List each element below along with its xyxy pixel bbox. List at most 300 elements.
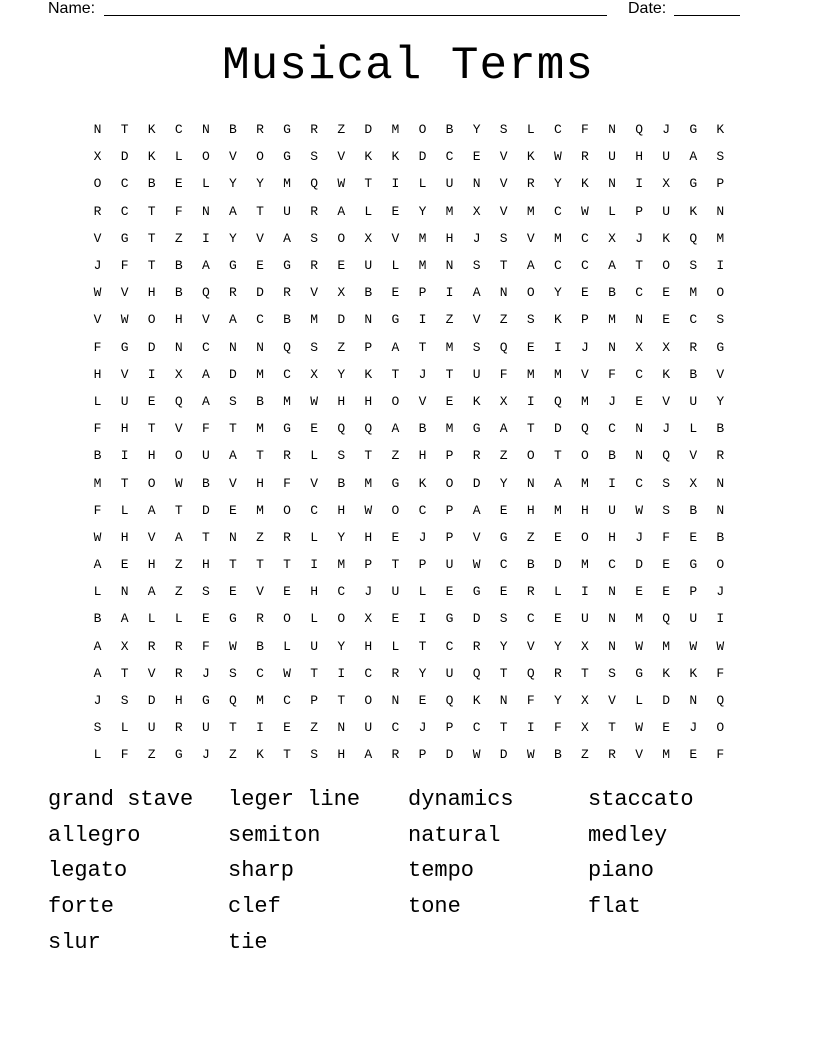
word-item: clef: [228, 894, 281, 920]
grid-letter: Y: [553, 176, 562, 192]
grid-letter: L: [391, 638, 400, 654]
grid-letter: A: [147, 584, 156, 600]
grid-letter: M: [256, 421, 264, 437]
grid-letter: N: [608, 611, 616, 627]
grid-letter: O: [147, 312, 156, 328]
grid-letter: X: [635, 339, 643, 355]
grid-letter: Z: [310, 720, 319, 736]
grid-letter: V: [147, 665, 156, 681]
grid-letter: M: [581, 475, 589, 491]
grid-letter: S: [472, 339, 481, 355]
grid-letter: L: [93, 584, 102, 600]
grid-letter: D: [364, 122, 373, 138]
grid-row: [84, 442, 734, 469]
grid-letter: E: [391, 529, 400, 545]
grid-letter: Y: [418, 665, 427, 681]
grid-letter: U: [662, 149, 671, 165]
grid-letter: W: [689, 638, 698, 654]
grid-letter: J: [689, 720, 698, 736]
grid-letter: T: [445, 366, 454, 382]
grid-letter: Q: [310, 176, 319, 192]
grid-letter: M: [391, 122, 400, 138]
grid-letter: A: [93, 665, 102, 681]
grid-letter: D: [120, 149, 129, 165]
word-item: dynamics: [408, 787, 514, 813]
grid-letter: K: [147, 122, 156, 138]
grid-letter: U: [445, 557, 454, 573]
grid-letter: H: [120, 529, 129, 545]
grid-letter: T: [418, 339, 427, 355]
grid-letter: Q: [337, 421, 346, 437]
grid-letter: F: [283, 475, 291, 491]
grid-letter: R: [526, 176, 535, 192]
grid-letter: C: [526, 611, 535, 627]
grid-letter: S: [499, 230, 508, 246]
grid-letter: L: [310, 529, 319, 545]
grid-row: [84, 714, 734, 741]
grid-letter: J: [418, 529, 427, 545]
grid-row: [84, 415, 734, 442]
grid-letter: Z: [391, 448, 400, 464]
grid-letter: B: [93, 448, 102, 464]
grid-letter: E: [581, 285, 589, 301]
header: [0, 0, 816, 20]
grid-letter: V: [526, 638, 535, 654]
grid-letter: X: [689, 475, 698, 491]
grid-letter: F: [93, 339, 102, 355]
grid-letter: K: [472, 393, 481, 409]
grid-letter: T: [256, 203, 264, 219]
grid-letter: E: [391, 611, 400, 627]
grid-letter: Y: [716, 393, 725, 409]
grid-letter: L: [120, 502, 129, 518]
grid-letter: I: [635, 176, 643, 192]
word-bank: [48, 782, 768, 960]
grid-letter: Y: [337, 366, 346, 382]
grid-letter: E: [310, 421, 319, 437]
grid-letter: P: [716, 176, 725, 192]
grid-letter: N: [391, 693, 400, 709]
grid-letter: T: [120, 665, 129, 681]
word-item: staccato: [588, 787, 694, 813]
grid-letter: M: [445, 339, 454, 355]
grid-letter: T: [256, 448, 264, 464]
word-row: [48, 853, 768, 889]
grid-letter: O: [283, 502, 291, 518]
grid-letter: O: [337, 611, 346, 627]
grid-letter: C: [283, 693, 291, 709]
grid-letter: G: [120, 339, 129, 355]
grid-letter: S: [120, 693, 129, 709]
grid-letter: T: [635, 258, 643, 274]
grid-row: [84, 198, 734, 225]
grid-letter: C: [581, 258, 589, 274]
grid-row: [84, 524, 734, 551]
grid-letter: R: [526, 584, 535, 600]
date-blank: [674, 15, 740, 16]
grid-letter: P: [445, 720, 454, 736]
grid-letter: C: [201, 339, 210, 355]
grid-letter: Y: [553, 638, 562, 654]
grid-letter: G: [283, 421, 291, 437]
grid-letter: N: [337, 720, 346, 736]
grid-letter: H: [364, 393, 373, 409]
grid-letter: T: [120, 475, 129, 491]
grid-letter: D: [553, 421, 562, 437]
grid-row: [84, 225, 734, 252]
grid-letter: T: [147, 258, 156, 274]
grid-letter: E: [418, 693, 427, 709]
grid-letter: S: [662, 475, 671, 491]
grid-letter: S: [526, 312, 535, 328]
grid-letter: A: [147, 502, 156, 518]
grid-letter: Y: [337, 638, 346, 654]
grid-letter: N: [608, 584, 616, 600]
grid-letter: K: [581, 176, 589, 192]
grid-letter: C: [608, 557, 616, 573]
grid-letter: V: [689, 448, 698, 464]
word-item: tie: [228, 929, 268, 955]
grid-letter: V: [93, 230, 102, 246]
grid-letter: B: [689, 366, 698, 382]
grid-letter: N: [635, 421, 643, 437]
grid-letter: E: [147, 393, 156, 409]
grid-letter: G: [174, 747, 183, 763]
grid-letter: H: [337, 393, 346, 409]
grid-letter: T: [418, 638, 427, 654]
grid-letter: O: [418, 122, 427, 138]
grid-letter: A: [472, 285, 481, 301]
grid-letter: V: [256, 584, 264, 600]
grid-letter: G: [716, 339, 725, 355]
grid-letter: M: [256, 502, 264, 518]
grid-row: [84, 143, 734, 170]
grid-letter: H: [608, 529, 616, 545]
grid-letter: B: [256, 393, 264, 409]
grid-letter: Y: [553, 285, 562, 301]
grid-letter: T: [337, 693, 346, 709]
grid-letter: R: [391, 747, 400, 763]
grid-letter: T: [120, 122, 129, 138]
grid-letter: N: [716, 203, 725, 219]
grid-letter: B: [256, 638, 264, 654]
grid-letter: A: [337, 203, 346, 219]
grid-letter: X: [120, 638, 129, 654]
grid-letter: G: [391, 312, 400, 328]
grid-letter: K: [716, 122, 725, 138]
grid-letter: U: [689, 393, 698, 409]
grid-letter: C: [635, 285, 643, 301]
grid-letter: A: [608, 258, 616, 274]
grid-letter: O: [391, 393, 400, 409]
grid-letter: R: [174, 638, 183, 654]
grid-letter: E: [662, 285, 671, 301]
grid-letter: S: [689, 258, 698, 274]
grid-row: [84, 469, 734, 496]
grid-letter: M: [283, 176, 291, 192]
grid-letter: N: [445, 258, 454, 274]
grid-letter: G: [689, 176, 698, 192]
grid-letter: W: [635, 720, 643, 736]
grid-letter: B: [201, 475, 210, 491]
grid-letter: G: [283, 122, 291, 138]
grid-letter: A: [93, 638, 102, 654]
grid-letter: N: [689, 693, 698, 709]
grid-row: [84, 633, 734, 660]
grid-letter: D: [662, 693, 671, 709]
grid-letter: R: [608, 747, 616, 763]
grid-letter: F: [662, 529, 671, 545]
grid-letter: C: [635, 366, 643, 382]
grid-letter: R: [310, 258, 319, 274]
grid-letter: E: [391, 203, 400, 219]
grid-letter: F: [716, 747, 725, 763]
grid-letter: C: [120, 176, 129, 192]
grid-letter: J: [635, 230, 643, 246]
grid-letter: V: [337, 149, 346, 165]
grid-letter: I: [310, 557, 319, 573]
grid-letter: N: [499, 285, 508, 301]
grid-letter: N: [174, 339, 183, 355]
grid-letter: F: [499, 366, 508, 382]
grid-letter: Y: [499, 475, 508, 491]
grid-letter: M: [256, 693, 264, 709]
word-row: [48, 782, 768, 818]
grid-letter: E: [445, 393, 454, 409]
grid-letter: I: [391, 176, 400, 192]
grid-letter: E: [391, 285, 400, 301]
grid-letter: P: [581, 312, 589, 328]
grid-letter: B: [445, 122, 454, 138]
grid-letter: C: [283, 366, 291, 382]
grid-letter: K: [147, 149, 156, 165]
grid-letter: K: [256, 747, 264, 763]
grid-letter: K: [553, 312, 562, 328]
grid-row: [84, 578, 734, 605]
grid-letter: L: [635, 693, 643, 709]
grid-letter: F: [93, 421, 102, 437]
grid-letter: O: [256, 149, 264, 165]
grid-letter: Z: [337, 122, 346, 138]
grid-letter: Z: [147, 747, 156, 763]
grid-letter: C: [256, 312, 264, 328]
grid-letter: S: [310, 149, 319, 165]
grid-letter: C: [581, 230, 589, 246]
grid-letter: H: [445, 230, 454, 246]
grid-letter: B: [174, 258, 183, 274]
grid-letter: V: [716, 366, 725, 382]
grid-letter: E: [174, 176, 183, 192]
grid-letter: J: [201, 747, 210, 763]
grid-letter: V: [120, 366, 129, 382]
grid-letter: G: [120, 230, 129, 246]
grid-letter: K: [662, 366, 671, 382]
grid-letter: Y: [418, 203, 427, 219]
grid-letter: Q: [553, 393, 562, 409]
grid-letter: V: [147, 529, 156, 545]
grid-letter: C: [689, 312, 698, 328]
grid-letter: I: [445, 285, 454, 301]
grid-letter: N: [608, 339, 616, 355]
grid-letter: D: [418, 149, 427, 165]
grid-letter: F: [93, 502, 102, 518]
grid-letter: P: [418, 285, 427, 301]
word-item: leger line: [228, 787, 361, 813]
grid-letter: A: [689, 149, 698, 165]
grid-letter: Q: [526, 665, 535, 681]
grid-letter: S: [608, 665, 616, 681]
grid-letter: V: [418, 393, 427, 409]
grid-letter: S: [472, 258, 481, 274]
word-row: [48, 818, 768, 854]
grid-letter: C: [472, 720, 481, 736]
grid-letter: K: [364, 149, 373, 165]
grid-letter: N: [472, 176, 481, 192]
grid-letter: X: [337, 285, 346, 301]
word-row: [48, 889, 768, 925]
grid-letter: B: [608, 448, 616, 464]
grid-letter: W: [635, 502, 643, 518]
grid-letter: U: [201, 720, 210, 736]
grid-letter: P: [635, 203, 643, 219]
name-label: Name:: [48, 0, 96, 17]
grid-letter: M: [310, 312, 319, 328]
grid-letter: C: [418, 502, 427, 518]
grid-letter: X: [364, 611, 373, 627]
grid-letter: I: [608, 475, 616, 491]
grid-letter: J: [364, 584, 373, 600]
grid-letter: Q: [689, 230, 698, 246]
grid-letter: V: [608, 693, 616, 709]
grid-letter: M: [256, 366, 264, 382]
grid-letter: H: [147, 557, 156, 573]
word-item: slur: [48, 929, 101, 955]
grid-letter: U: [608, 502, 616, 518]
grid-letter: L: [364, 203, 373, 219]
grid-letter: P: [445, 448, 454, 464]
grid-letter: N: [635, 448, 643, 464]
grid-letter: I: [526, 720, 535, 736]
grid-letter: Z: [229, 747, 237, 763]
grid-letter: U: [445, 176, 454, 192]
name-blank: [104, 15, 607, 16]
grid-letter: E: [229, 502, 237, 518]
grid-letter: Q: [581, 421, 589, 437]
grid-letter: I: [256, 720, 264, 736]
grid-letter: T: [608, 720, 616, 736]
grid-letter: T: [147, 230, 156, 246]
grid-letter: V: [472, 529, 481, 545]
grid-letter: X: [174, 366, 183, 382]
grid-letter: N: [608, 638, 616, 654]
grid-letter: N: [93, 122, 102, 138]
grid-letter: R: [581, 149, 589, 165]
grid-letter: Z: [256, 529, 264, 545]
grid-letter: V: [472, 312, 481, 328]
grid-letter: R: [472, 638, 481, 654]
grid-letter: W: [93, 529, 102, 545]
grid-letter: E: [526, 339, 535, 355]
grid-letter: I: [716, 258, 725, 274]
grid-letter: L: [120, 720, 129, 736]
word-item: forte: [48, 894, 115, 920]
grid-letter: X: [581, 720, 589, 736]
grid-letter: N: [229, 339, 237, 355]
grid-letter: M: [716, 230, 725, 246]
grid-letter: V: [310, 475, 319, 491]
grid-letter: B: [526, 557, 535, 573]
grid-letter: M: [526, 203, 535, 219]
grid-letter: G: [283, 258, 291, 274]
grid-letter: L: [391, 258, 400, 274]
grid-letter: H: [147, 285, 156, 301]
grid-letter: C: [337, 584, 346, 600]
grid-letter: E: [472, 149, 481, 165]
grid-letter: X: [662, 339, 671, 355]
grid-letter: I: [201, 230, 210, 246]
grid-row: [84, 279, 734, 306]
grid-letter: H: [364, 529, 373, 545]
grid-letter: Z: [174, 584, 183, 600]
grid-letter: H: [337, 747, 346, 763]
grid-row: [84, 605, 734, 632]
grid-letter: M: [445, 203, 454, 219]
grid-row: [84, 252, 734, 279]
grid-letter: D: [499, 747, 508, 763]
grid-letter: S: [716, 149, 725, 165]
grid-letter: X: [310, 366, 319, 382]
grid-letter: P: [364, 557, 373, 573]
grid-letter: R: [472, 448, 481, 464]
grid-letter: H: [120, 421, 129, 437]
grid-letter: L: [174, 611, 183, 627]
grid-letter: M: [445, 421, 454, 437]
grid-letter: O: [364, 693, 373, 709]
grid-letter: A: [120, 611, 129, 627]
grid-letter: U: [391, 584, 400, 600]
grid-letter: B: [93, 611, 102, 627]
grid-letter: V: [174, 421, 183, 437]
grid-letter: T: [283, 747, 291, 763]
word-row: [48, 924, 768, 960]
grid-letter: U: [364, 258, 373, 274]
grid-letter: C: [120, 203, 129, 219]
grid-letter: G: [472, 584, 481, 600]
grid-letter: O: [174, 448, 183, 464]
grid-letter: M: [93, 475, 102, 491]
grid-letter: U: [445, 665, 454, 681]
grid-letter: W: [174, 475, 183, 491]
grid-letter: H: [581, 502, 589, 518]
grid-letter: T: [364, 448, 373, 464]
grid-letter: S: [662, 502, 671, 518]
grid-letter: M: [662, 747, 671, 763]
grid-letter: Z: [337, 339, 346, 355]
grid-letter: W: [472, 557, 481, 573]
grid-letter: U: [581, 611, 589, 627]
grid-letter: W: [716, 638, 725, 654]
grid-letter: V: [229, 149, 237, 165]
grid-letter: M: [364, 475, 373, 491]
grid-letter: U: [608, 149, 616, 165]
grid-letter: U: [147, 720, 156, 736]
grid-letter: N: [608, 176, 616, 192]
grid-letter: B: [418, 421, 427, 437]
grid-letter: U: [472, 366, 481, 382]
grid-letter: O: [662, 258, 671, 274]
grid-letter: J: [93, 258, 102, 274]
grid-letter: U: [283, 203, 291, 219]
